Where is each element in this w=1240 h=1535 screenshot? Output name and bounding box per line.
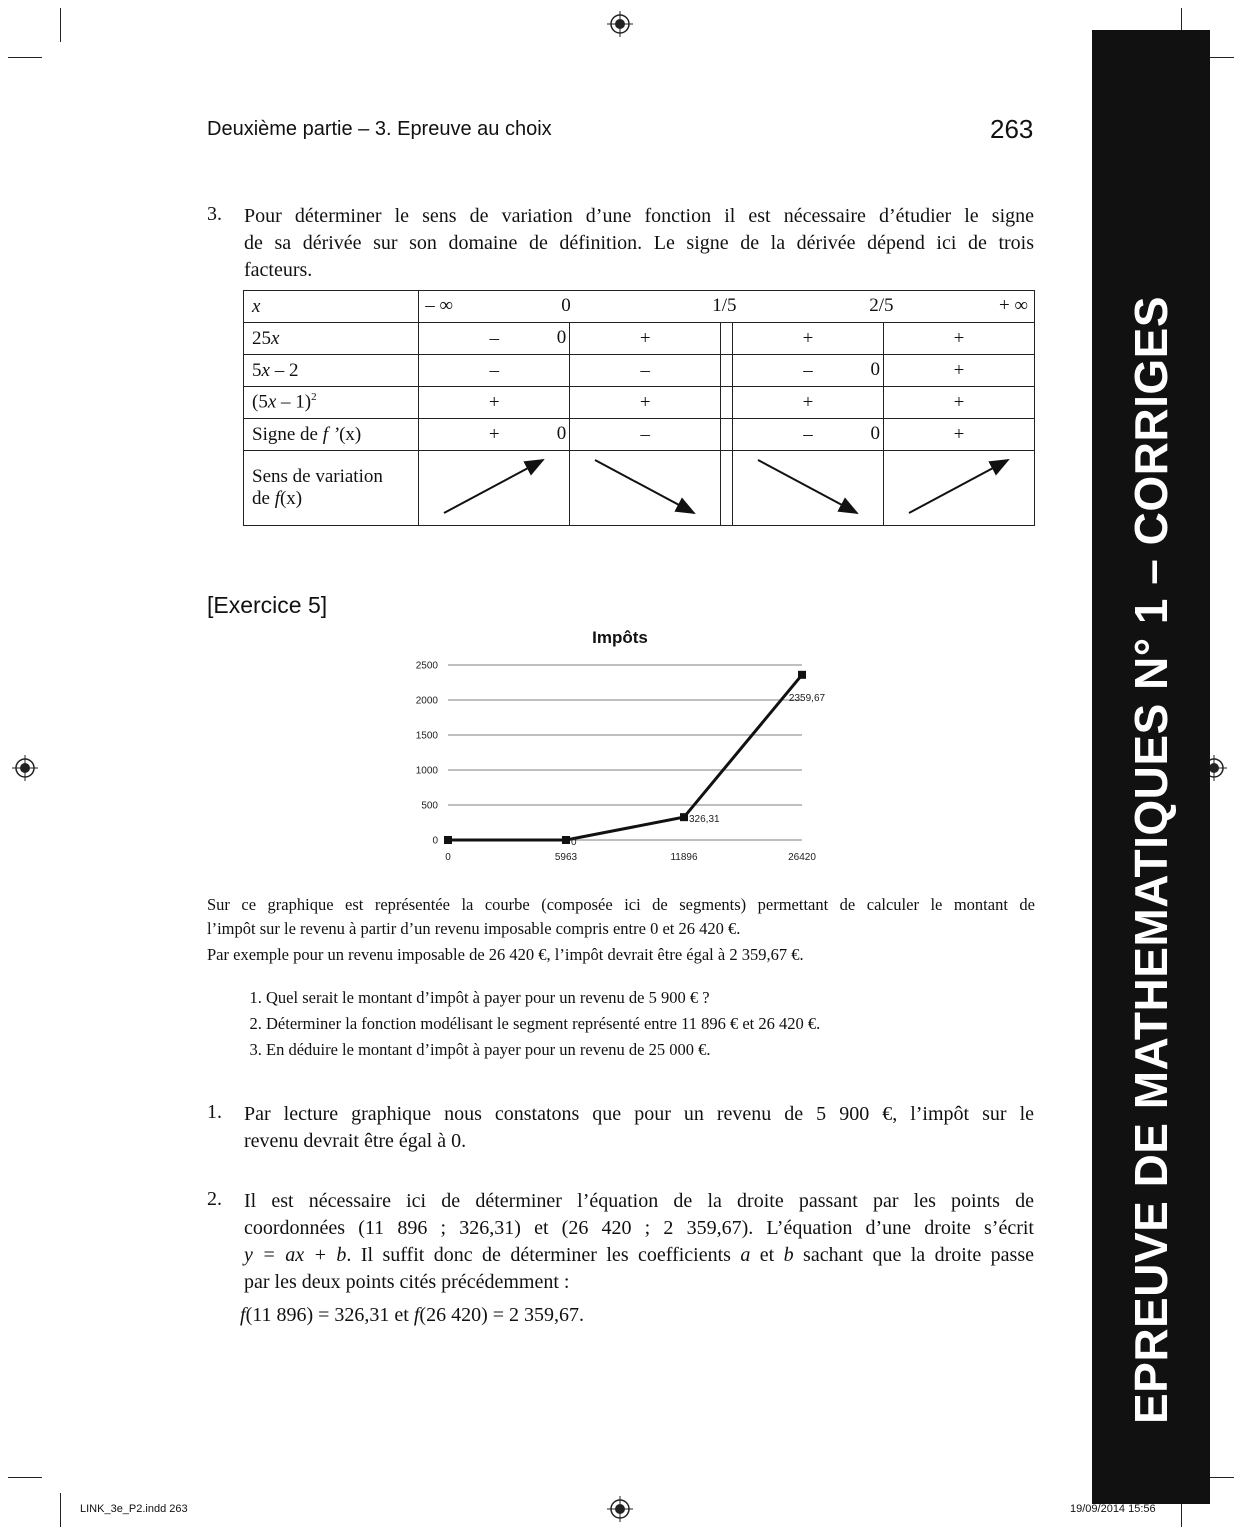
running-header: Deuxième partie – 3. Epreuve au choix — [207, 118, 552, 140]
intro-paragraph — [207, 893, 1035, 967]
table-row — [244, 387, 1035, 419]
table-cell: – — [570, 355, 721, 387]
list-item: 2. Déterminer la fonction modélisant le segment représenté entre 11 896 € et 26 420 €. — [266, 1011, 820, 1037]
table-cell: + 0 — [419, 419, 570, 451]
x-tick-label: 11896 — [670, 852, 698, 863]
row-label: 5x – 2 — [244, 355, 419, 387]
table-cell: + — [883, 323, 1034, 355]
table-row — [244, 419, 1035, 451]
table-cell: + — [419, 387, 570, 419]
arrow-down-icon — [570, 451, 720, 519]
item-number: 2. — [207, 1188, 222, 1210]
data-label: 326,31 — [689, 814, 720, 826]
arrow-up-icon — [884, 451, 1034, 519]
text-line: de sa dérivée sur son domaine de définition. Le signe de la dérivée dépend ici de trois — [244, 232, 1034, 254]
text-line: Il est nécessaire ici de déterminer l’équation de la droite passant par les points de — [244, 1190, 1034, 1212]
text-line: l’impôt sur le revenu à partir d’un revenu imposable compris entre 0 et 26 420 €. — [207, 919, 741, 938]
forbidden-value-cell — [721, 419, 733, 451]
text-line: Pour déterminer le sens de variation d’une fonction il est nécessaire d’étudier le signe — [244, 205, 1034, 227]
table-header-x: x — [244, 291, 419, 323]
text-line: par les deux points cités précédemment : — [244, 1271, 570, 1293]
page-number: 263 — [990, 114, 1034, 144]
data-point — [680, 813, 688, 821]
question-list — [238, 985, 820, 1063]
table-cell: + — [732, 387, 883, 419]
text-line: Sur ce graphique est représentée la courbe (composée ici de segments) permettant de calculer le montant de — [207, 895, 1035, 914]
data-label: 0 — [571, 837, 577, 848]
y-tick-label: 1000 — [415, 765, 438, 777]
x-value: – ∞ — [425, 295, 453, 316]
crop-mark — [60, 1493, 61, 1527]
variation-cell — [419, 451, 570, 526]
equation-line: f(11 896) = 326,31 et f(26 420) = 2 359,67. — [240, 1304, 585, 1326]
table-cell: – 0 — [732, 355, 883, 387]
data-label: 2359,67 — [788, 692, 825, 704]
y-tick-label: 500 — [421, 800, 438, 812]
arrow-down-icon — [733, 451, 883, 519]
data-point — [798, 671, 806, 679]
variation-cell — [570, 451, 721, 526]
x-value: 0 — [561, 295, 571, 316]
table-cell: – 0 — [419, 323, 570, 355]
chart-title: Impôts — [592, 628, 648, 647]
exercise-title: [Exercice 5] — [207, 592, 328, 618]
x-tick-label: 5963 — [554, 852, 578, 863]
text-line: Par lecture graphique nous constatons que pour un revenu de 5 900 €, l’impôt sur le — [244, 1103, 1034, 1125]
variation-table — [243, 290, 1035, 526]
row-label: Sens de variation de f(x) — [244, 451, 419, 526]
list-item: 3. En déduire le montant d’impôt à payer pour un revenu de 25 000 €. — [266, 1037, 820, 1063]
table-row — [244, 291, 1035, 323]
registration-mark-icon — [607, 1496, 633, 1522]
q3-paragraph — [244, 203, 1034, 284]
table-cell: + — [732, 323, 883, 355]
list-item: 1. Quel serait le montant d’impôt à payer pour un revenu de 5 900 € ? — [266, 985, 820, 1011]
forbidden-value-cell — [721, 451, 733, 526]
crop-mark — [60, 8, 61, 42]
registration-mark-icon — [607, 11, 633, 37]
footer-date: 19/09/2014 15:56 — [1070, 1503, 1156, 1515]
y-tick-label: 1500 — [415, 730, 438, 742]
crop-mark — [8, 1477, 42, 1478]
x-values-cell — [419, 291, 1035, 323]
x-value: 1/5 — [712, 295, 737, 316]
text-line: coordonnées (11 896 ; 326,31) et (26 420 ; 2 359,67). L’équation d’une droite s’écrit — [244, 1217, 1034, 1239]
text-line: Par exemple pour un revenu imposable de 26 420 €, l’impôt devrait être égal à 2 359,67 €. — [207, 945, 804, 964]
data-point — [562, 836, 570, 844]
item-number: 3. — [207, 203, 222, 225]
table-cell: – — [419, 355, 570, 387]
table-cell: + — [570, 387, 721, 419]
x-tick-label: 0 — [445, 852, 451, 863]
x-value: 2/5 — [869, 295, 894, 316]
footer-file: LINK_3e_P2.indd 263 — [80, 1503, 188, 1515]
table-cell: + — [883, 419, 1034, 451]
text-line: facteurs. — [244, 259, 313, 281]
data-point — [444, 836, 452, 844]
x-tick-label: 26420 — [788, 852, 816, 863]
variation-cell — [732, 451, 883, 526]
forbidden-value-cell — [721, 355, 733, 387]
table-cell: + — [883, 355, 1034, 387]
crop-mark — [8, 57, 42, 58]
table-row — [244, 355, 1035, 387]
registration-mark-icon — [12, 755, 38, 781]
forbidden-value-cell — [721, 323, 733, 355]
text-line: revenu devrait être égal à 0. — [244, 1130, 467, 1152]
table-row — [244, 323, 1035, 355]
forbidden-value-cell — [721, 387, 733, 419]
table-row — [244, 451, 1035, 526]
table-cell: + — [570, 323, 721, 355]
tax-chart — [395, 655, 825, 870]
answer2-paragraph — [240, 1188, 1034, 1329]
y-tick-label: 0 — [432, 835, 438, 847]
row-label: 25x — [244, 323, 419, 355]
table-cell: + — [883, 387, 1034, 419]
item-number: 1. — [207, 1101, 222, 1123]
arrow-up-icon — [419, 451, 569, 519]
x-value: + ∞ — [998, 295, 1028, 316]
sidebar-title: EPREUVE DE MATHEMATIQUES N° 1 – CORRIGES — [1125, 295, 1177, 1425]
y-tick-label: 2500 — [415, 660, 438, 672]
variation-cell — [883, 451, 1034, 526]
y-tick-label: 2000 — [415, 695, 438, 707]
table-cell: – — [570, 419, 721, 451]
answer1-paragraph — [244, 1101, 1034, 1155]
row-label: (5x – 1)$^2$ — [244, 387, 419, 419]
table-cell: – 0 — [732, 419, 883, 451]
row-label: Signe de f ’(x) — [244, 419, 419, 451]
text-line: y = ax + b. Il suffit donc de déterminer les coefficients a et b sachant que la droite passe — [244, 1244, 1034, 1266]
